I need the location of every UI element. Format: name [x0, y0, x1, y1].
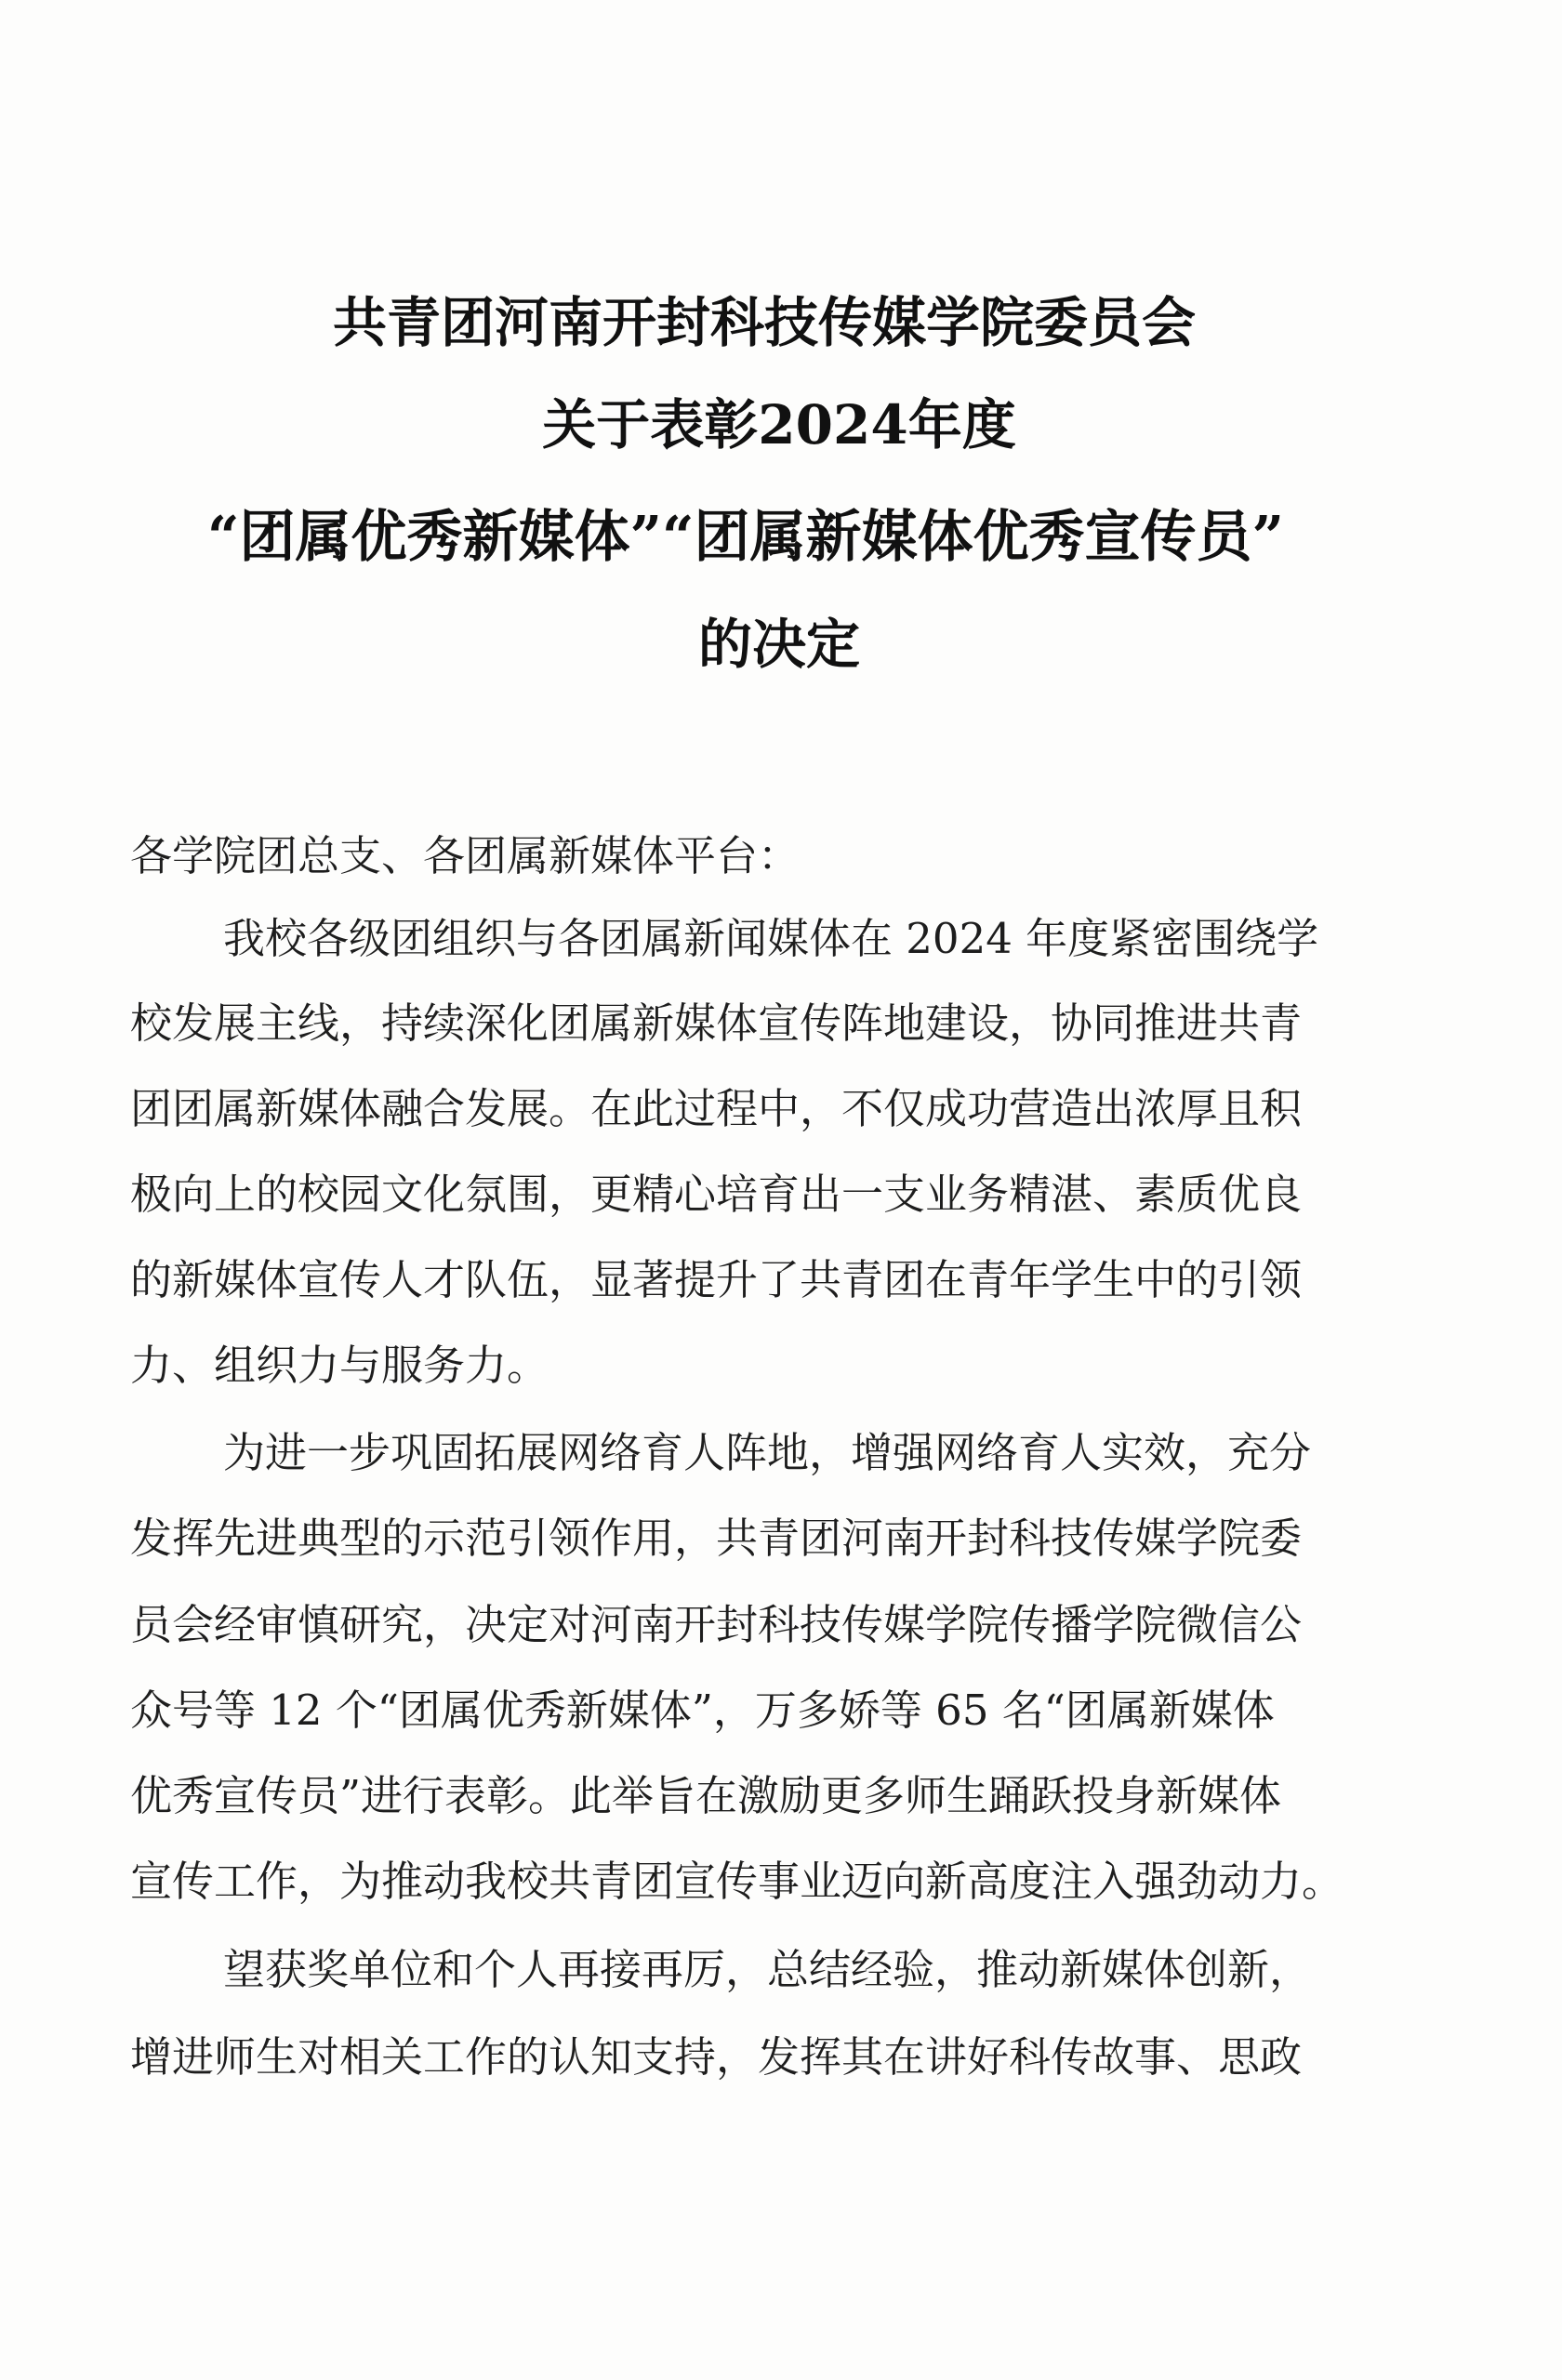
paragraph-2-line-3: 员会经审慎研究，决定对河南开封科技传媒学院传播学院微信公 — [130, 1600, 1303, 1649]
paragraph-1-line-5: 的新媒体宣传人才队伍，显著提升了共青团在青年学生中的引领 — [130, 1255, 1303, 1304]
paragraph-2-line-4: 众号等 12 个“团属优秀新媒体”，万多娇等 65 名“团属新媒体 — [130, 1686, 1275, 1735]
document-title-line-2: 关于表彰2024年度 — [542, 393, 1016, 456]
document-title-line-4: 的决定 — [697, 613, 860, 676]
paragraph-1-line-4: 极向上的校园文化氛围，更精心培育出一支业务精湛、素质优良 — [130, 1170, 1303, 1219]
document-title-line-3: “团属优秀新媒体”“团属新媒体优秀宣传员” — [206, 505, 1285, 570]
document-title-line-1: 共青团河南开封科技传媒学院委员会 — [332, 291, 1196, 354]
paragraph-1-line-2: 校发展主线，持续深化团属新媒体宣传阵地建设，协同推进共青 — [130, 998, 1303, 1048]
paragraph-1-line-6: 力、组织力与服务力。 — [130, 1341, 549, 1390]
paragraph-2-line-2: 发挥先进典型的示范引领作用，共青团河南开封科技传媒学院委 — [130, 1514, 1303, 1563]
paragraph-2-line-5: 优秀宣传员”进行表彰。此举旨在激励更多师生踊跃投身新媒体 — [130, 1771, 1282, 1820]
paragraph-1-line-1: 我校各级团组织与各团属新闻媒体在 2024 年度紧密围绕学 — [223, 914, 1319, 963]
paragraph-3-line-1: 望获奖单位和个人再接再厉，总结经验，推动新媒体创新， — [223, 1945, 1312, 1994]
salutation: 各学院团总支、各团属新媒体平台： — [130, 831, 801, 880]
paragraph-2-line-6: 宣传工作，为推动我校共青团宣传事业迈向新高度注入强劲动力。 — [130, 1857, 1344, 1906]
paragraph-3-line-2: 增进师生对相关工作的认知支持，发挥其在讲好科传故事、思政 — [130, 2032, 1303, 2082]
paragraph-2-line-1: 为进一步巩固拓展网络育人阵地，增强网络育人实效，充分 — [223, 1428, 1312, 1477]
paragraph-1-line-3: 团团属新媒体融合发展。在此过程中，不仅成功营造出浓厚且积 — [130, 1084, 1303, 1133]
